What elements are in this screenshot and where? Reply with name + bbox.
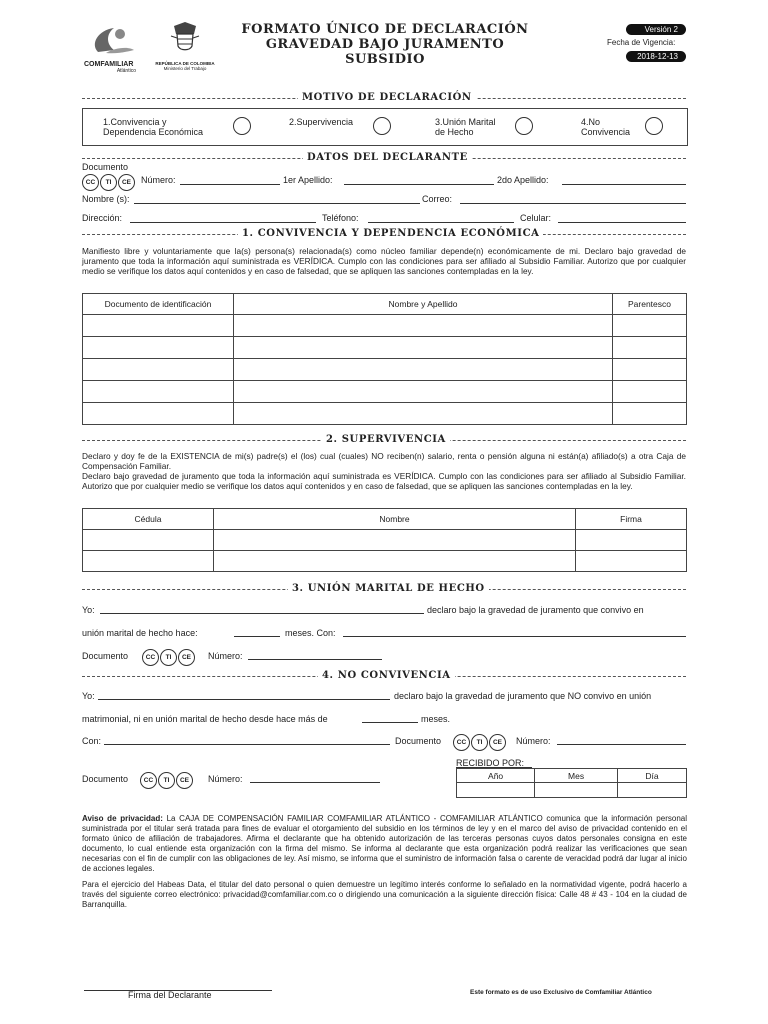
table-cell[interactable] <box>613 337 687 359</box>
column-header: Firma <box>576 509 687 530</box>
gov-line1: REPÚBLICA DE COLOMBIA <box>155 61 215 66</box>
section-title-motivo: MOTIVO DE DECLARACIÓN <box>298 92 476 103</box>
option-radio-supervivencia[interactable] <box>373 117 391 135</box>
coat-of-arms-icon <box>170 22 200 56</box>
doc-type-ti[interactable]: TI <box>160 649 177 666</box>
section-title-3: 3. UNIÓN MARITAL DE HECHO <box>288 583 489 594</box>
table-cell[interactable] <box>576 551 687 572</box>
table-row <box>83 530 687 551</box>
table-cell[interactable] <box>234 381 613 403</box>
apellido2-field[interactable] <box>562 184 686 185</box>
numero-label: Número: <box>516 736 551 746</box>
doc-type-cc[interactable]: CC <box>142 649 159 666</box>
table-cell[interactable] <box>613 315 687 337</box>
table-cell[interactable] <box>83 315 234 337</box>
con-field[interactable] <box>343 636 686 637</box>
table-cell[interactable] <box>613 359 687 381</box>
yo-label: Yo: <box>82 691 95 701</box>
comfamiliar-logo <box>84 22 140 72</box>
motivo-box <box>82 108 688 146</box>
section-title-declarante: DATOS DEL DECLARANTE <box>303 152 472 163</box>
documento-label: Documento <box>82 651 129 661</box>
title-line1: FORMATO ÚNICO DE DECLARACIÓN <box>241 22 529 37</box>
doc-type-ti[interactable]: TI <box>158 772 175 789</box>
since-field[interactable] <box>362 722 418 723</box>
table-cell[interactable] <box>83 403 234 425</box>
column-header: Mes <box>535 769 618 783</box>
option-radio-union[interactable] <box>515 117 533 135</box>
correo-field[interactable] <box>460 203 686 204</box>
table-cell[interactable] <box>83 551 214 572</box>
doc-type-cc[interactable]: CC <box>82 174 99 191</box>
numero-field[interactable] <box>180 184 280 185</box>
direccion-label: Dirección: <box>82 213 123 223</box>
meses-label: meses. <box>421 714 451 724</box>
table-cell[interactable] <box>234 403 613 425</box>
column-header: Parentesco <box>613 294 687 315</box>
colombia-seal <box>152 22 218 72</box>
privacy-notice <box>82 814 687 874</box>
doc-type-ce[interactable]: CE <box>118 174 135 191</box>
column-header: Nombre <box>214 509 576 530</box>
column-header: Año <box>457 769 535 783</box>
table-cell[interactable] <box>613 403 687 425</box>
union-time-field[interactable] <box>234 636 280 637</box>
year-cell[interactable] <box>457 783 535 798</box>
doc-type-ce[interactable]: CE <box>489 734 506 751</box>
privacy-text: La CAJA DE COMPENSACIÓN FAMILIAR COMFAMILIAR ATLÁNTICO - COMFAMILIAR ATLÁNTICO comunica que la información personal suministrada por el titular será tratada para fines de evaluar el otorgamiento del subsidio en los términos de ley y en el marco del aviso de privacidad contenido en el formato único de afiliación de trabajadores. Afirma el declarante que ha obtenido autorización de las terceras personas cuyos datos personales consigna en este documento, lo cual entiende esta organización con la firma del mismo. Se informa al declarante que esta organización podrá realizar las verificaciones que sean necesarias con el fin de cumplir con las obligaciones de ley. Así mismo, se informa que el suministro de información falsa o carente de veracidad podrá dar lugar al inicio de acciones legales. <box>82 814 687 873</box>
month-cell[interactable] <box>535 783 618 798</box>
con-field[interactable] <box>104 744 390 745</box>
numero-label: Número: <box>208 774 243 784</box>
numero-label: Número: <box>208 651 243 661</box>
doc-type-group <box>82 171 136 191</box>
table-cell[interactable] <box>234 315 613 337</box>
table-cell[interactable] <box>83 359 234 381</box>
table-cell[interactable] <box>83 337 234 359</box>
table-cell[interactable] <box>576 530 687 551</box>
doc-type-ti[interactable]: TI <box>471 734 488 751</box>
section-title-1: 1. CONVIVENCIA Y DEPENDENCIA ECONÓMICA <box>238 228 543 239</box>
matrimonial-text: matrimonial, ni en unión marital de hecho desde hace más de <box>82 714 328 724</box>
gov-line2: Ministerio del Trabajo <box>163 66 207 71</box>
option-label: 4.No Convivencia <box>581 117 631 137</box>
nombre-label: Nombre (s): <box>82 194 130 204</box>
company-name: COMFAMILIAR <box>84 61 134 68</box>
doc-type-group <box>140 769 194 789</box>
column-header: Nombre y Apellido <box>234 294 613 315</box>
celular-field[interactable] <box>558 222 686 223</box>
doc-type-ce[interactable]: CE <box>176 772 193 789</box>
meses-con-label: meses. Con: <box>285 628 336 638</box>
validity-date: 2018-12-13 <box>626 51 686 62</box>
apellido1-field[interactable] <box>344 184 494 185</box>
table-row <box>83 359 687 381</box>
company-sub: Atlántico <box>116 68 136 74</box>
validity-label: Fecha de Vigencia: <box>607 38 676 47</box>
form-title <box>230 22 540 67</box>
received-date-table <box>456 768 687 798</box>
dependents-table <box>82 293 687 425</box>
section-title-2: 2. SUPERVIVENCIA <box>322 434 450 445</box>
section-title-4: 4. NO CONVIVENCIA <box>318 670 455 681</box>
direccion-field[interactable] <box>130 222 316 223</box>
section1-text: Manifiesto libre y voluntariamente que la(s) persona(s) relacionada(s) como núcleo familiar depende(n) económicamente de mi. Declaro bajo gravedad de juramento que toda la información aquí suministrada es VERÍDICA. Cumplo con las condiciones para ser afiliado al Subsidio Familiar. Autorizo que por cualquier medio se verifique los datos aquí contenidos y en caso de falsedad, que se apliquen las sanciones contempladas en la ley. <box>82 246 686 276</box>
yo-field[interactable] <box>98 699 390 700</box>
doc-type-ce[interactable]: CE <box>178 649 195 666</box>
table-cell[interactable] <box>83 381 234 403</box>
comfamiliar-logo-icon <box>84 22 140 56</box>
exclusive-note: Este formato es de uso Exclusivo de Comfamiliar Atlántico <box>470 989 652 996</box>
version-badge: Versión 2 <box>626 24 686 35</box>
column-header: Documento de identificación <box>83 294 234 315</box>
table-row <box>83 337 687 359</box>
numero-label: Número: <box>141 175 176 185</box>
table-cell[interactable] <box>234 359 613 381</box>
con-label: Con: <box>82 736 102 746</box>
option-label: 2.Supervivencia <box>289 117 354 127</box>
table-row <box>83 403 687 425</box>
option-radio-convivencia[interactable] <box>233 117 251 135</box>
doc-type-group <box>142 646 196 666</box>
table-row <box>83 381 687 403</box>
table-cell[interactable] <box>214 551 576 572</box>
documento-label: Documento <box>82 774 129 784</box>
nombre-field[interactable] <box>134 203 420 204</box>
title-line2: GRAVEDAD BAJO JURAMENTO <box>265 37 505 52</box>
telefono-label: Teléfono: <box>322 213 359 223</box>
option-label: 3.Unión Marital de Hecho <box>435 117 496 137</box>
declaro-text: declaro bajo la gravedad de juramento que NO convivo en unión <box>394 691 652 701</box>
privacy-label: Aviso de privacidad: <box>82 814 163 823</box>
yo-field[interactable] <box>100 613 424 614</box>
table-row <box>457 783 687 798</box>
doc-type-cc[interactable]: CC <box>453 734 470 751</box>
correo-label: Correo: <box>422 194 453 204</box>
table-cell[interactable] <box>83 530 214 551</box>
celular-label: Celular: <box>520 213 552 223</box>
table-cell[interactable] <box>214 530 576 551</box>
numero-field[interactable] <box>248 659 382 660</box>
yo-label: Yo: <box>82 605 95 615</box>
table-row <box>83 551 687 572</box>
table-cell[interactable] <box>613 381 687 403</box>
table-cell[interactable] <box>234 337 613 359</box>
column-header: Día <box>617 769 686 783</box>
doc-type-ti[interactable]: TI <box>100 174 117 191</box>
apellido2-label: 2do Apellido: <box>497 175 549 185</box>
recibido-label: RECIBIDO POR: <box>456 758 525 768</box>
doc-type-group <box>453 731 507 751</box>
day-cell[interactable] <box>617 783 686 798</box>
declaro-text: declaro bajo la gravedad de juramento que convivo en <box>427 605 644 615</box>
option-radio-no-convivencia[interactable] <box>645 117 663 135</box>
documento-label: Documento <box>395 736 442 746</box>
signature-label: Firma del Declarante <box>128 990 212 1000</box>
title-line3: SUBSIDIO <box>345 52 425 67</box>
documento-label: Documento <box>82 162 129 172</box>
doc-type-cc[interactable]: CC <box>140 772 157 789</box>
table-row <box>83 315 687 337</box>
habeas-data-text: Para el ejercicio del Habeas Data, el titular del dato personal o quien demuestre un legítimo interés conforme lo señalado en la normatividad vigente, podrá hacerlo a través del siguiente correo electrónico: privacidad@comfamiliar.com.co o dirigiendo una comunicación a la siguiente dirección física: Calle 48 # 43 - 104 en la ciudad de Barranquilla. <box>82 880 687 909</box>
telefono-field[interactable] <box>368 222 514 223</box>
numero-field[interactable] <box>557 744 686 745</box>
numero-field[interactable] <box>250 782 380 783</box>
apellido1-label: 1er Apellido: <box>283 175 333 185</box>
survivors-table <box>82 508 687 572</box>
column-header: Cédula <box>83 509 214 530</box>
option-label: 1.Convivencia y Dependencia Económica <box>103 117 204 137</box>
section2-text: Declaro y doy fe de la EXISTENCIA de mi(s) padre(s) el (los) cual (cuales) NO reciben(n) salario, renta o pensión alguna ni están(a) afiliado(s) a otra Caja de Compensación Familiar. Declaro bajo gravedad de juramento que toda la información aquí suministrada es VERÍDICA. Cumplo con las condiciones para ser afiliado al Subsidio Familiar. Autorizo que por cualquier medio se verifique los datos aquí contenidos y en caso de falsedad, que se apliquen las sanciones contempladas en la ley. <box>82 451 686 491</box>
union-label: unión marital de hecho hace: <box>82 628 198 638</box>
